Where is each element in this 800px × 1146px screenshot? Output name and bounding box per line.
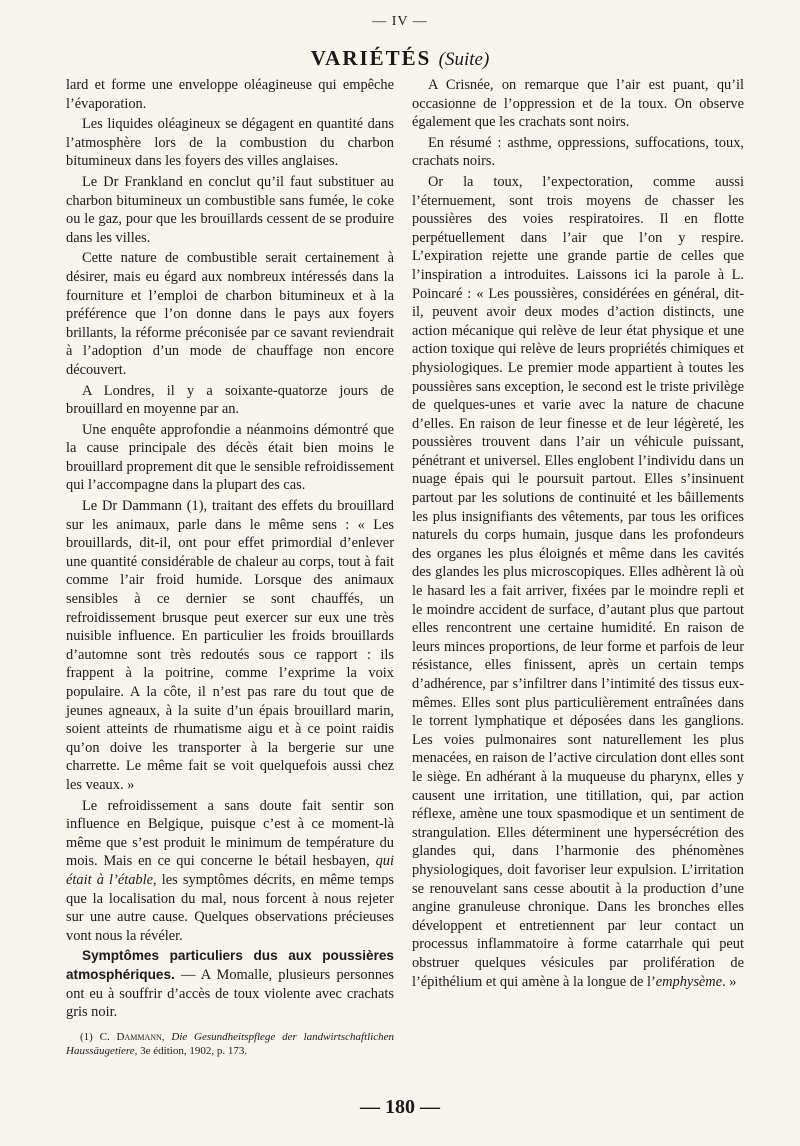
paragraph-text: , les symptômes décrits, en même temps que la localisation du mal, nous forcent à nous rejeter sur une autre cause. Quelques observations précieuses vont nous la révéler. (66, 871, 395, 944)
paragraph: lard et forme une enveloppe oléagineuse qui empêche l’évaporation. (66, 77, 394, 112)
right-column (412, 76, 744, 993)
paragraph-text: — A Momalle, plusieurs personnes ont eu à souffrir d’accès de toux violente avec crachats gris noir. (66, 966, 394, 1021)
emphasis-text: emphysème (655, 973, 723, 990)
footnote-number: (1) (80, 1030, 93, 1043)
paragraph: Les liquides oléagineux se dégagent en quantité dans l’atmosphère lors de la combustion du charbon bitumineux dans les foyers des villes anglaises. (66, 116, 394, 170)
paragraph (66, 797, 394, 946)
footnote (66, 1030, 394, 1059)
folio: — IV — (372, 14, 428, 29)
paragraph-text: Le refroidissement a sans doute fait sentir son influence en Belgique, puisque c’est à ce moment-là même que s’est produit le minimum de température du mois. Mais en ce qui concerne le bétail hesbayen, (66, 797, 394, 870)
paragraph: A Londres, il y a soixante-quatorze jours de brouillard en moyenne par an. (66, 382, 394, 418)
footnote-author: C. Dammann, (99, 1030, 165, 1043)
paragraph: Une enquête approfondie a néanmoins démontré que la cause principale des décès était bien moins le brouillard proprement dit que le sensible refroidissement qui l’accompagne dans la plupart des cas. (66, 421, 394, 494)
emphasis-text: qui était à l’étable (66, 853, 394, 888)
section-title (0, 46, 800, 71)
paragraph: A Crisnée, on remarque que l’air est puant, qu’il occasionne de l’oppression et de la toux. On observe également que les crachats sont noirs. (412, 77, 744, 131)
paragraph (412, 173, 744, 991)
paragraph: Cette nature de combustible serait certainement à désirer, mais eu égard aux nombreux intéressés dans la fourniture et l’emploi de charbon bitumineux et à la préférence que l’on donne dans le pays aux foyers brillants, la réforme préconisée par ce savant reviendrait à l’adoption d’un mode de chauffage non encore découvert. (66, 250, 394, 378)
section-title-text: VARIÉTÉS (310, 46, 432, 70)
paragraph-text: . » (722, 973, 737, 990)
footnote-edition: 3e édition, 1902, p. 173. (140, 1045, 248, 1058)
paragraph (66, 947, 394, 1021)
paragraph: Le Dr Frankland en conclut qu’il faut substituer au charbon bitumineux un combustible sans fumée, le coke ou le gaz, pour que les brouillards cessent de se produire dans les villes. (66, 173, 394, 246)
paragraph: Le Dr Dammann (1), traitant des effets du brouillard sur les animaux, parle dans le même sens : « Les brouillards, dit-il, ont pour effet primordial d’enlever une quantité considérable de chaleur au corps, tout à fait comme l’air froid humide. Lorsque des animaux sensibles à ce dernier se sont chauffés, un refroidissement brusque peut exercer sur eux une très nuisible influence. En particulier les froids brouillards d’automne sont très redoutés sous ce rapport : ils frappent à la poitrine, comme l’exprime la voix populaire. A la côte, il n’est pas rare du tout que de jeunes agneaux, à la suite d’un épais brouillard marin, soient atteints de rhumatisme aigu et à ce point raidis qu’on doive les transporter à la bergerie sur une charrette. Le même fait se voit quelquefois aussi chez les veaux. » (66, 498, 394, 793)
subheading: Symptômes particuliers dus aux poussières atmosphériques. (66, 948, 394, 982)
left-column (66, 76, 394, 1059)
paragraph: En résumé : asthme, oppressions, suffocations, toux, crachats noirs. (412, 134, 744, 170)
footnote-title: Die Gesundheitspflege der landwirtschaftlichen Haussäugetiere, (66, 1030, 395, 1058)
paragraph-text: Or la toux, l’expectoration, comme aussi l’éternuement, sont trois moyens de chasser les poussières des voies respiratoires. Il en flotte perpétuellement dans l’air que l’on y respire. L’expiration rejette une grande partie de celles que l’inspiration a introduites. Laissons ici la parole à L. Poincaré : « Les poussières, considérées en général, dit-il, peuvent avoir deux modes d’action distincts, une action mécanique qui relève de leur état physique et une action toxique qui relève de leurs propriétés chimiques et physiologiques. Le premier mode appartient à toutes les poussières sans exception, le second est le triste privilège de quelques-unes et varie avec la nature de chacune d’elles. En raison de leur finesse et de leur légèreté, les poussières trouvent dans l’air un véhicule puissant, pénétrant et universel. Elles englobent l’individu dans un nuage épais qui le poursuit partout. Elles s’insinuent partout par les solutions de continuité et les bâillements les plus insignifiants des vêtements, par tous les orifices naturels du corps humain, jusque dans les profondeurs des organes les plus éloignés et même dans les cavités des glandes les plus microscopiques. Elles adhèrent là où le hasard les a fait arriver, fixées par le moindre repli et le moindre accident de surface, d’autant plus que partout elles rencontrent une certaine humidité. En raison de leurs minces proportions, de leur forme et parfois de leur résistance, elles finissent, après un certain temps d’adhérence, par s’infiltrer dans l’intimité des tissus eux-mêmes. Elles sont plus particulièrement entraînées dans le torrent lymphatique et déposées dans les ganglions. Les voies pulmonaires sont naturellement les plus menacées, en raison de l’active circulation dont elles sont le siège. En adhérant à la muqueuse du pharynx, elles y causent une irritation, une titillation, qui, par action réflexe, amène une toux spasmodique et un sentiment de strangulation. Elles déterminent une hypersécrétion des glandes qui, dans l’harmonie des phénomènes physiologiques, doit favoriser leur expulsion. L’irritation se renouvelant sans cesse aboutit à la production d’une angine granuleuse chronique. Dans les bronches elles développent et entretiennent par leur contact un processus inflammatoire à forme catarrhale qui peut obstruer quelques vésicules par prolifération de l’épithélium et qui amène à la longue de l’ (412, 173, 744, 990)
section-title-suffix: (Suite) (438, 49, 490, 70)
page-number: — 180 — (360, 1096, 440, 1118)
